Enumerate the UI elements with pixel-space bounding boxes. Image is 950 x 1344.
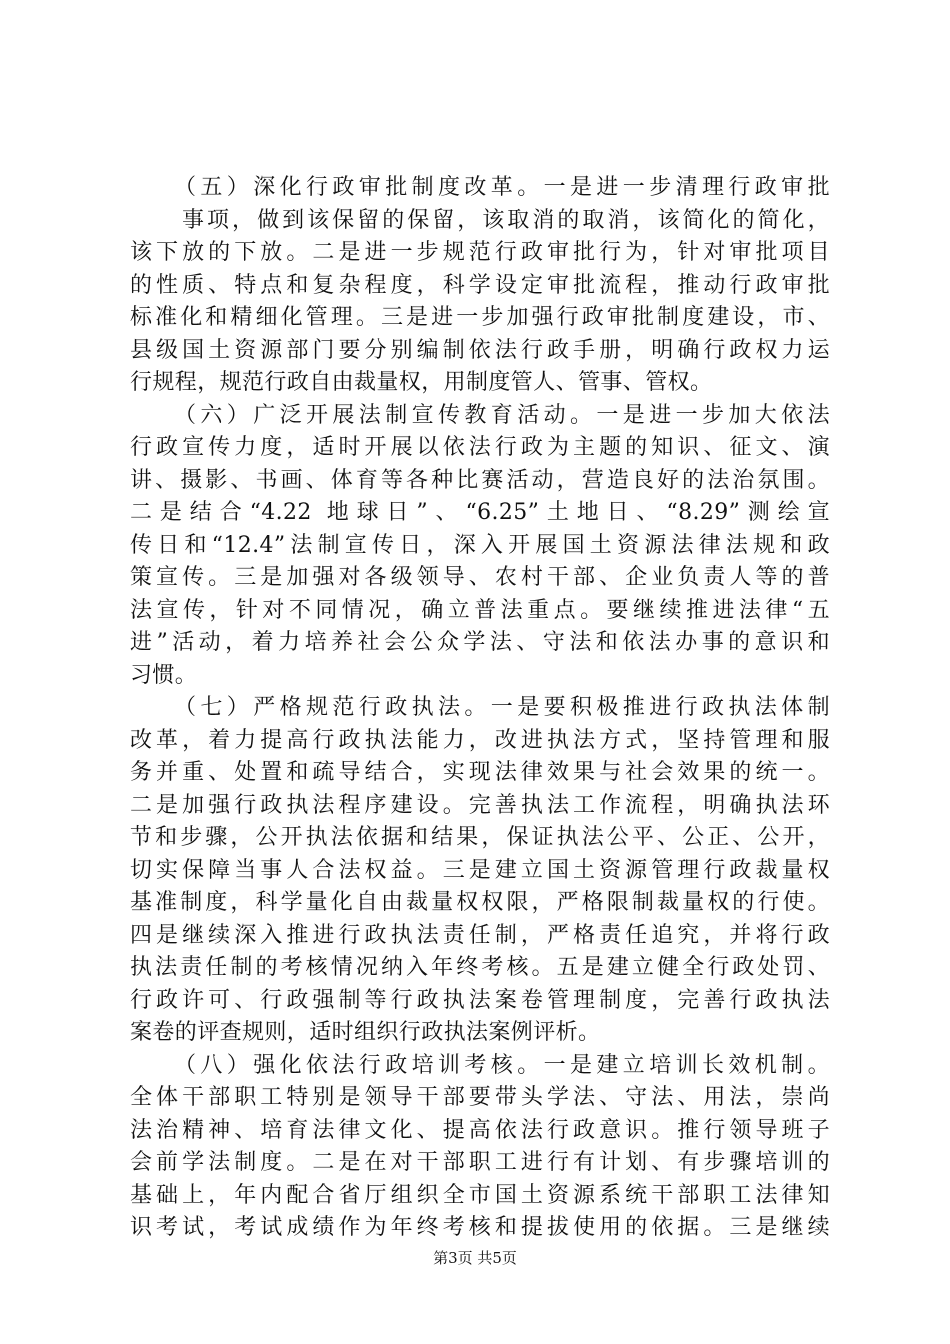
text-line: 全体干部职工特别是领导干部要带头学法、守法、用法，崇尚 <box>130 1085 830 1110</box>
text-line: 识考试，考试成绩作为年终考核和提拔使用的依据。三是继续 <box>130 1215 830 1240</box>
text-line: 节和步骤，公开执法依据和结果，保证执法公平、公正、公开， <box>130 825 830 850</box>
text-line: 切实保障当事人合法权益。三是建立国土资源管理行政裁量权 <box>130 857 830 883</box>
text-line: 事项，做到该保留的保留，该取消的取消，该简化的简化， <box>182 207 830 233</box>
text-line: 基础上，年内配合省厅组织全市国土资源系统干部职工法律知 <box>130 1182 830 1208</box>
paragraph-5-line: （五）深化行政审批制度改革。一是进一步清理行政审批 <box>174 175 830 200</box>
text-line: 标准化和精细化管理。三是进一步加强行政审批制度建设，市、 <box>130 305 830 330</box>
text-line: 传日和“12.4”法制宣传日，深入开展国土资源法律法规和政 <box>130 532 830 558</box>
paragraph-7-line: （七）严格规范行政执法。一是要积极推进行政执法体制 <box>174 695 830 720</box>
text-line: 行政许可、行政强制等行政执法案卷管理制度，完善行政执法 <box>130 987 830 1013</box>
paragraph-8-line: （八）强化依法行政培训考核。一是建立培训长效机制。 <box>174 1052 830 1078</box>
text-line: 改革，着力提高行政执法能力，改进执法方式，坚持管理和服 <box>130 727 830 753</box>
text-line: 四是继续深入推进行政执法责任制，严格责任追究，并将行政 <box>130 922 830 948</box>
text-line: 二是结合“4.22 地球日”、“6.25”土地日、“8.29”测绘宣 <box>130 500 830 525</box>
text-line: 法宣传，针对不同情况，确立普法重点。要继续推进法律“五 <box>130 597 830 623</box>
text-line: 的性质、特点和复杂程度，科学设定审批流程，推动行政审批 <box>130 272 830 298</box>
text-line: 县级国土资源部门要分别编制依法行政手册，明确行政权力运 <box>130 337 830 363</box>
text-line: 讲、摄影、书画、体育等各种比赛活动，营造良好的法治氛围。 <box>130 467 830 493</box>
text-line: 二是加强行政执法程序建设。完善执法工作流程，明确执法环 <box>130 792 830 818</box>
text-line: 行规程，规范行政自由裁量权，用制度管人、管事、管权。 <box>130 370 713 395</box>
text-line: 该下放的下放。二是进一步规范行政审批行为，针对审批项目 <box>130 240 830 265</box>
text-line: 行政宣传力度，适时开展以依法行政为主题的知识、征文、演 <box>130 435 830 460</box>
text-line: 基准制度，科学量化自由裁量权权限，严格限制裁量权的行使。 <box>130 890 830 915</box>
paragraph-6-line: （六）广泛开展法制宣传教育活动。一是进一步加大依法 <box>174 402 830 428</box>
text-line: 执法责任制的考核情况纳入年终考核。五是建立健全行政处罚、 <box>130 955 830 980</box>
text-line: 务并重、处置和疏导结合，实现法律效果与社会效果的统一。 <box>130 760 830 785</box>
document-body <box>130 172 830 1245</box>
text-line: 案卷的评查规则，适时组织行政执法案例评析。 <box>130 1020 601 1045</box>
text-line: 策宣传。三是加强对各级领导、农村干部、企业负责人等的普 <box>130 565 830 590</box>
text-line: 进”活动，着力培养社会公众学法、守法和依法办事的意识和 <box>130 630 830 655</box>
page-number-footer: 第3页 共5页 <box>433 1249 517 1267</box>
text-line: 习惯。 <box>130 662 198 688</box>
text-line: 法治精神、培育法律文化、提高依法行政意识。推行领导班子 <box>130 1117 830 1143</box>
text-line: 会前学法制度。二是在对干部职工进行有计划、有步骤培训的 <box>130 1150 830 1175</box>
